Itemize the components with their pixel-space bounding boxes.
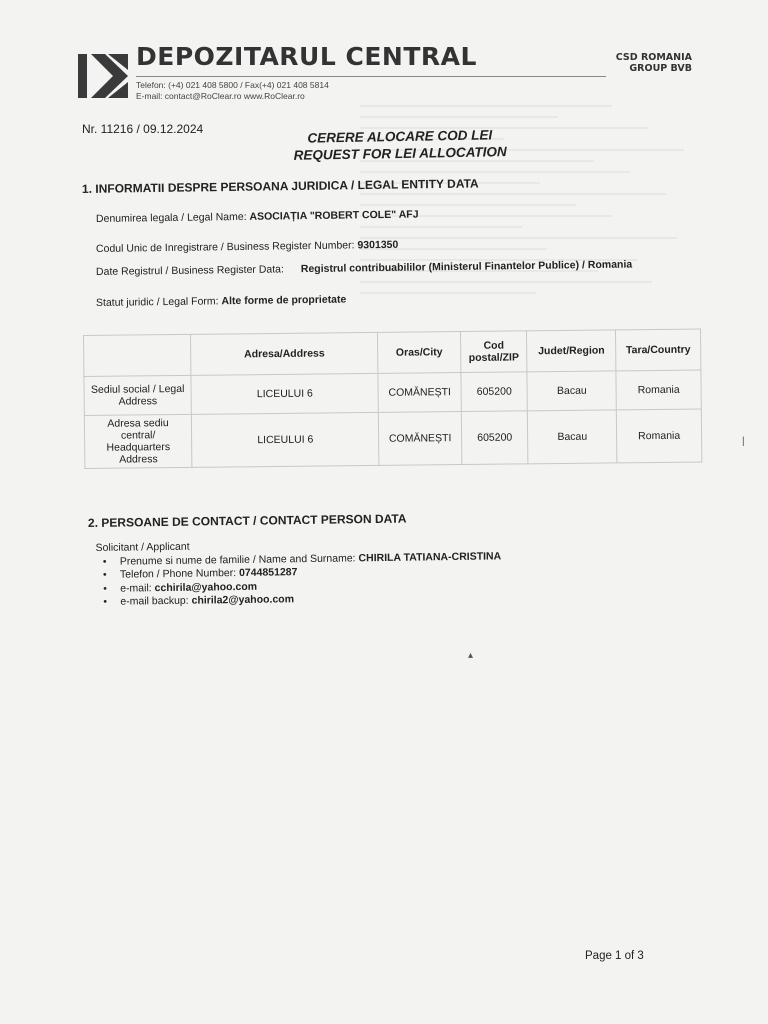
legal-name-label: Denumirea legala / Legal Name: [95, 210, 247, 225]
table-row [84, 409, 702, 468]
header-region: Judet/Region [527, 330, 616, 372]
cui-value: 9301350 [357, 238, 399, 252]
cell-zip: 605200 [461, 372, 528, 412]
title-ro: CERERE ALOCARE COD LEI [307, 127, 493, 146]
contact-phone-fax: Telefon: (+4) 021 408 5800 / Fax(+4) 021 408 5814 [136, 80, 329, 90]
cell-country: Romania [616, 409, 701, 463]
row-label-line: Headquarters [106, 441, 171, 454]
address-table [83, 329, 702, 469]
header-rule [136, 76, 606, 77]
header-city: Oras/City [378, 332, 461, 374]
register-label: Date Registrul / Business Register Data: [95, 263, 284, 278]
row-label [84, 375, 192, 415]
title-en: REQUEST FOR LEI ALLOCATION [293, 144, 507, 163]
name-value: CHIRILA TATIANA-CRISTINA [358, 549, 502, 564]
table-header-empty [84, 334, 192, 376]
group-line-2: GROUP BVB [629, 63, 692, 74]
section-1-heading: 1. INFORMATII DESPRE PERSOANA JURIDICA / LEGAL ENTITY DATA [81, 176, 479, 196]
document-title [250, 125, 551, 164]
email-label: e-mail: [120, 581, 152, 595]
scan-mark: | [742, 436, 745, 447]
section-2-heading: 2. PERSOANE DE CONTACT / CONTACT PERSON DATA [87, 511, 407, 530]
row-label-line: Address [119, 453, 158, 466]
table-row [84, 370, 701, 415]
cell-region: Bacau [528, 410, 617, 464]
document-number: Nr. 11216 / 09.12.2024 [82, 122, 204, 136]
cell-region: Bacau [527, 371, 616, 411]
cell-zip: 605200 [461, 411, 528, 465]
contact-info [136, 80, 329, 102]
cell-address: LICEULUI 6 [192, 412, 379, 467]
row-label-line: Sediul social / Legal [90, 382, 185, 396]
page-number: Page 1 of 3 [585, 950, 644, 962]
legal-form-field [96, 294, 346, 309]
contact-block [96, 536, 502, 609]
cui-label: Codul Unic de Inregistrare / Business Register Number: [95, 239, 355, 255]
phone-label: Telefon / Phone Number: [119, 567, 237, 581]
cui-field [96, 239, 398, 255]
header-zip [460, 331, 527, 373]
header-address: Adresa/Address [191, 332, 378, 375]
row-label [84, 414, 192, 468]
applicant-label: Solicitant / Applicant [95, 540, 190, 555]
legal-form-value: Alte forme de proprietate [221, 293, 347, 308]
header-zip-line-1: Cod [483, 339, 505, 352]
header-zip-line-2: postal/ZIP [468, 351, 520, 364]
cell-city: COMĂNEȘTI [378, 373, 461, 413]
register-value: Registrul contribuabililor (Ministerul Finantelor Publice) / Romania [300, 258, 633, 276]
name-label: Prenume si nume de familie / Name and Surname: [119, 551, 356, 568]
group-line-1: CSD ROMANIA [615, 52, 692, 63]
group-label [600, 52, 692, 74]
row-label-line: Address [118, 395, 158, 408]
cell-country: Romania [616, 370, 701, 410]
email-value: cchirila@yahoo.com [154, 580, 258, 594]
scan-mark: ▴ [468, 650, 474, 661]
email-backup-label: e-mail backup: [120, 594, 189, 608]
email-backup-value: chirila2@yahoo.com [191, 593, 295, 607]
cell-city: COMĂNEȘTI [379, 412, 462, 466]
legal-form-label: Statut juridic / Legal Form: [95, 295, 219, 309]
header-country: Tara/Country [616, 329, 701, 371]
depozitarul-central-logo [78, 50, 130, 102]
brand-name: DEPOZITARUL CENTRAL [136, 42, 477, 71]
contact-list [96, 550, 502, 610]
row-label-line: central/ [120, 429, 156, 442]
legal-name-value: ASOCIAȚIA "ROBERT COLE" AFJ [249, 208, 419, 223]
contact-email-web: E-mail: contact@RoClear.ro www.RoClear.ro [136, 91, 305, 101]
row-label-line: Adresa sediu [107, 417, 169, 430]
table-header-row [84, 329, 701, 376]
cell-address: LICEULUI 6 [191, 373, 378, 414]
phone-value: 0744851287 [238, 566, 298, 580]
